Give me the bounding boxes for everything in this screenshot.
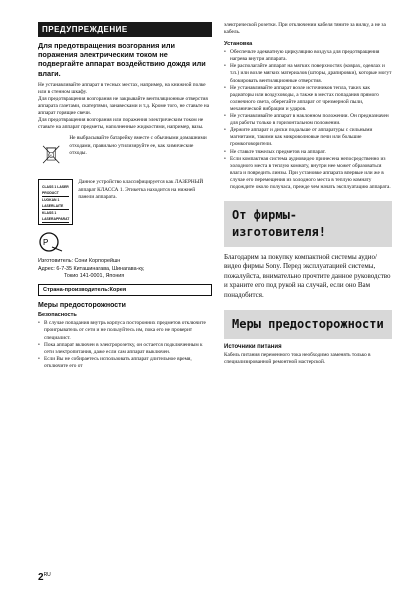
warning-paragraph-3: Для предотвращения возгорания или поражения электрическим током не ставьте на аппарат предметы, наполненные жидкостями, например, вазы. (38, 117, 204, 131)
list-item: • Не располагайте аппарат на мягких поверхностях (коврах, одеялах и т.п.) или возле мягких материалов (шторы, драпировки), которые могут блокировать вентиляционные отверстия. (224, 63, 392, 84)
warning-paragraph-1: Не устанавливайте аппарат в тесных местах, например, на книжной полке или в стенном шкафу. (38, 81, 206, 95)
manufacturer-line-2: Адрес: 6-7-35 Киташинагава, Шинагава-ку, (38, 265, 145, 272)
safety-heading: Безопасность (38, 312, 77, 319)
manufacturer-banner: От фирмы-изготовителя! (224, 201, 392, 247)
power-heading: Источники питания (224, 344, 282, 351)
intro-paragraph: электрической розетки. При отключении кабеля тяните за вилку, а не за кабель. (224, 22, 386, 36)
laser-text: Данное устройство классифицируется как ЛАЗЕРНЫЙ аппарат КЛАССА 1. Этикетка находится на нижней панели аппарата. (78, 179, 204, 200)
laser-line-2: LUOKAN 1 LASERLAITE (42, 197, 69, 210)
svg-text:P: P (43, 238, 49, 248)
page-number: $2^{RU}$ (38, 572, 51, 583)
list-item: • Если Вы не собираетесь использовать аппарат длительное время, отключите его от (38, 356, 212, 370)
manufacturer-line-3: Токио 141-0001, Япония (64, 273, 125, 280)
install-heading: Установка (224, 41, 253, 48)
origin-label: Страна-производитель:Корея (38, 284, 212, 296)
list-item: • Не ставьте тяжелых предметов на аппарат. (224, 149, 392, 156)
list-item: • Не устанавливайте аппарат в наклонном положении. Он предназначен для работы только в горизонтальном положении. (224, 113, 392, 127)
thanks-paragraph: Благодарим за покупку компактной системы аудио/видео фирмы Sony. Перед эксплуатацией системы, пожалуйста, внимательно прочтите данное руководство и храните его под рукой на случай, если оно Вам понадобится. (224, 253, 391, 299)
warning-lead: Для предотвращения возгорания или поражения электрическим током не подвергайте аппарат воздействию дождя или влаги. (38, 41, 206, 78)
warning-heading: ПРЕДУПРЕЖДЕНИЕ (38, 22, 212, 37)
page-lang: RU (43, 572, 51, 578)
install-list (224, 49, 392, 191)
precautions-banner: Меры предосторожности (224, 310, 392, 339)
battery-text: Не выбрасывайте батарейку вместе с обычными домашними отходами, правильно утилизируйте ее, как химические отходы. (69, 135, 207, 156)
list-item: • Если компактная система аудиовидео принесена непосредственно из холодного места в теплую комнату, внутри нее может образоваться влага и повредить линзы. При установке аппарата впервые или же в случае его перемещения из холодного места в теплую комнату подождите около получаса, прежде чем начать эксплуатацию аппарата. (224, 156, 392, 191)
battery-notice (38, 135, 212, 175)
crossed-bin-icon (38, 135, 64, 175)
laser-line-1: CLASS 1 LASER PRODUCT (42, 185, 69, 196)
right-column (224, 22, 392, 366)
precautions-heading: Меры предосторожности (38, 302, 126, 310)
left-column (38, 0, 212, 370)
manufacturer-line-1: Изготовитель: Сони Корпорейшн (38, 258, 121, 265)
list-item: • Не устанавливайте аппарат возле источников тепла, таких как радиаторы или воздуховоды, а также в местах попадания прямого солнечного света, оберегайте аппарат от чрезмерной пыли, механической вибрации и ударов. (224, 85, 392, 113)
list-item: • В случае попадания внутрь корпуса посторонних предметов отключите проигрыватель от сети и не пользуйтесь им, пока его не проверит специалист. (38, 320, 212, 341)
laser-label (38, 179, 73, 225)
power-paragraph: Кабель питания переменного тока необходимо заменять только в специализированной ремонтной мастерской. (224, 352, 371, 366)
safety-list (38, 320, 212, 370)
laser-line-3: KLASS 1 LASERAPPARAT (42, 211, 70, 222)
certification-mark-icon (38, 231, 66, 253)
list-item: • Обеспечьте адекватную циркуляцию воздуха для предотвращения нагрева внутри аппарата. (224, 49, 392, 63)
svg-text:NL: NL (49, 154, 53, 158)
warning-paragraph-2: Для предотвращения возгорания не закрывайте вентиляционные отверстия аппарата газетами, скатертями, занавесками и т.д. Кроме того, не ставьте на аппарат горящие свечи. (38, 96, 210, 117)
list-item: • Держите аппарат и диски подальше от аппаратуры с сильными магнитами, такими как микроволновые печи или большие громкоговорители. (224, 127, 392, 148)
laser-notice (38, 179, 212, 225)
list-item: • Пока аппарат включен в электророзетку, он остается подключенным к сети электропитания, даже если сам аппарат выключен. (38, 342, 212, 356)
